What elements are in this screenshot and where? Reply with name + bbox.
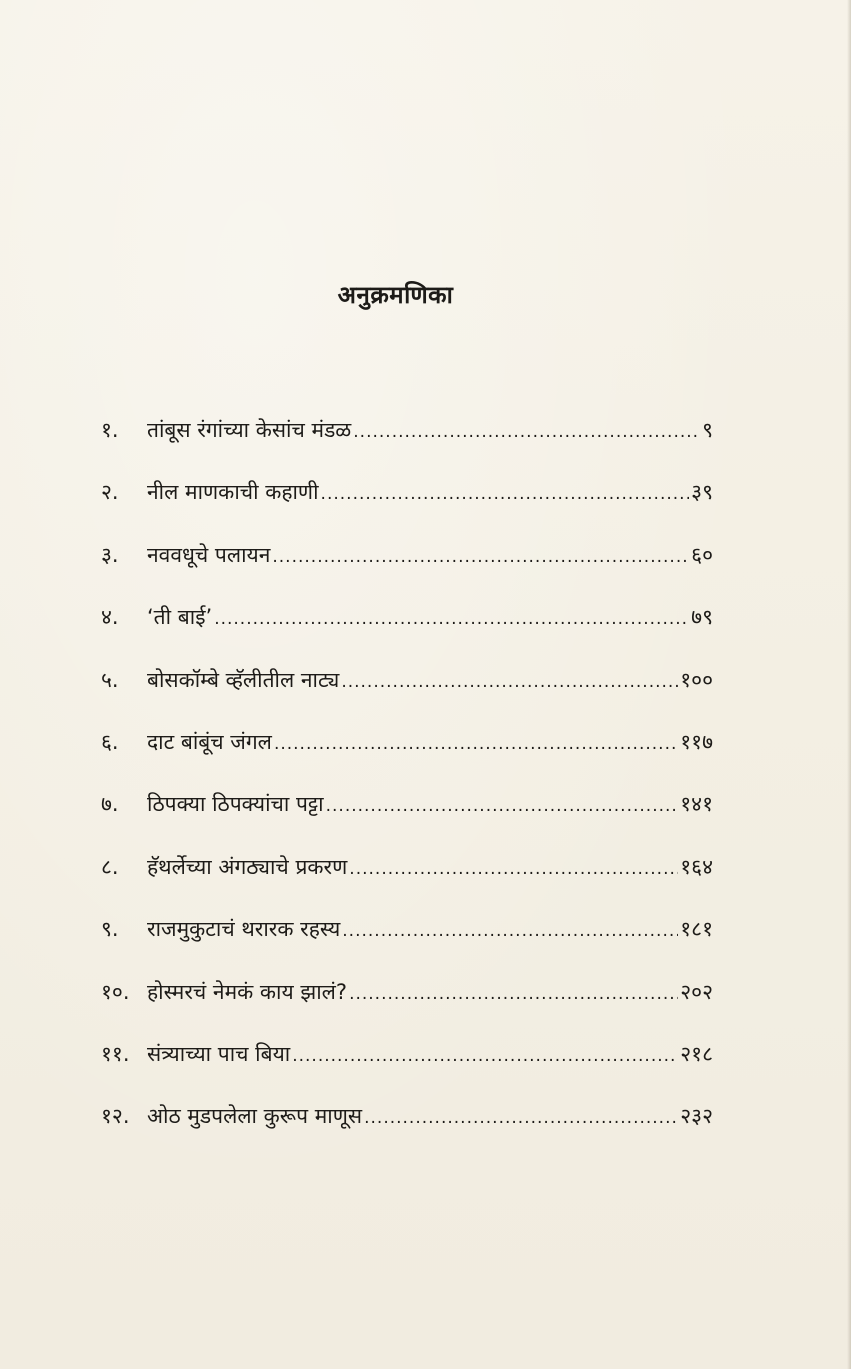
- toc-entry-number: ७.: [101, 792, 119, 816]
- toc-entry-title: नववधूचे पलायन: [147, 543, 271, 567]
- toc-entry-8: [95, 847, 713, 887]
- toc-entry-number: ३.: [101, 543, 119, 567]
- dot-leader: [349, 974, 678, 1014]
- dot-leader: [349, 849, 678, 889]
- dot-leader: [341, 662, 678, 702]
- toc-entry-title: दाट बांबूंच जंगल: [147, 730, 272, 754]
- toc-entry-number: १०.: [101, 980, 130, 1004]
- toc-entry-title: होस्मरचं नेमकं काय झालं?: [147, 980, 348, 1004]
- toc-entry-page: ९: [702, 418, 713, 442]
- toc-entry-number: ५.: [101, 668, 119, 692]
- dot-leader: [364, 1098, 678, 1138]
- toc-entry-page: १८१: [680, 917, 713, 941]
- toc-entry-title: नील माणकाची कहाणी: [147, 480, 319, 504]
- toc-entry-12: [95, 1096, 713, 1136]
- toc-entry-7: [95, 784, 713, 824]
- toc-entry-page: २१८: [680, 1042, 713, 1066]
- dot-leader: [274, 724, 678, 764]
- toc-entry-page: १४१: [680, 792, 713, 816]
- dot-leader: [292, 1036, 678, 1076]
- page-title: अनुक्रमणिका: [337, 281, 454, 309]
- toc-entry-4: [95, 597, 713, 637]
- toc-entry-title: ओठ मुडपलेला कुरूप माणूस: [147, 1104, 363, 1128]
- dot-leader: [321, 474, 690, 514]
- toc-entry-9: [95, 909, 713, 949]
- toc-entry-title: राजमुकुटाचं थरारक रहस्य: [147, 917, 341, 941]
- toc-entry-number: १.: [101, 418, 119, 442]
- toc-entry-number: ८.: [101, 855, 119, 879]
- toc-entry-6: [95, 722, 713, 762]
- dot-leader: [342, 911, 678, 951]
- toc-entry-5: [95, 660, 713, 700]
- page-edge-shadow: [847, 0, 851, 1369]
- dot-leader: [353, 412, 700, 452]
- toc-entry-1: [95, 410, 713, 450]
- dot-leader: [214, 599, 689, 639]
- dot-leader: [272, 537, 689, 577]
- toc-entry-page: २३२: [680, 1104, 713, 1128]
- toc-entry-page: २०२: [680, 980, 713, 1004]
- toc-entry-number: ४.: [101, 605, 119, 629]
- toc-entry-page: ६०: [691, 543, 713, 567]
- toc-entry-title: ठिपक्या ठिपक्यांचा पट्टा: [147, 792, 324, 816]
- toc-entry-title: बोसकॉम्बे व्हॅलीतील नाट्य: [147, 668, 340, 692]
- toc-entry-2: [95, 472, 713, 512]
- toc-entry-number: ६.: [101, 730, 119, 754]
- toc-entry-title: ‘ती बाई’: [147, 605, 213, 629]
- toc-entry-number: ११.: [101, 1042, 130, 1066]
- toc-entry-title: हॅथर्लेच्या अंगठ्याचे प्रकरण: [147, 855, 348, 879]
- toc-entry-number: १२.: [101, 1104, 130, 1128]
- toc-entry-page: १६४: [680, 855, 713, 879]
- toc-entry-title: तांबूस रंगांच्या केसांच मंडळ: [147, 418, 352, 442]
- toc-entry-title: संत्र्याच्या पाच बिया: [147, 1042, 291, 1066]
- toc-entry-page: ११७: [680, 730, 713, 754]
- toc-entry-10: [95, 972, 713, 1012]
- toc-entry-number: २.: [101, 480, 119, 504]
- toc-entry-11: [95, 1034, 713, 1074]
- toc-entry-number: ९.: [101, 917, 119, 941]
- toc-entry-3: [95, 535, 713, 575]
- toc-entry-page: ७९: [691, 605, 713, 629]
- dot-leader: [326, 786, 679, 826]
- toc-entry-page: १००: [680, 668, 713, 692]
- toc-entry-page: ३९: [691, 480, 713, 504]
